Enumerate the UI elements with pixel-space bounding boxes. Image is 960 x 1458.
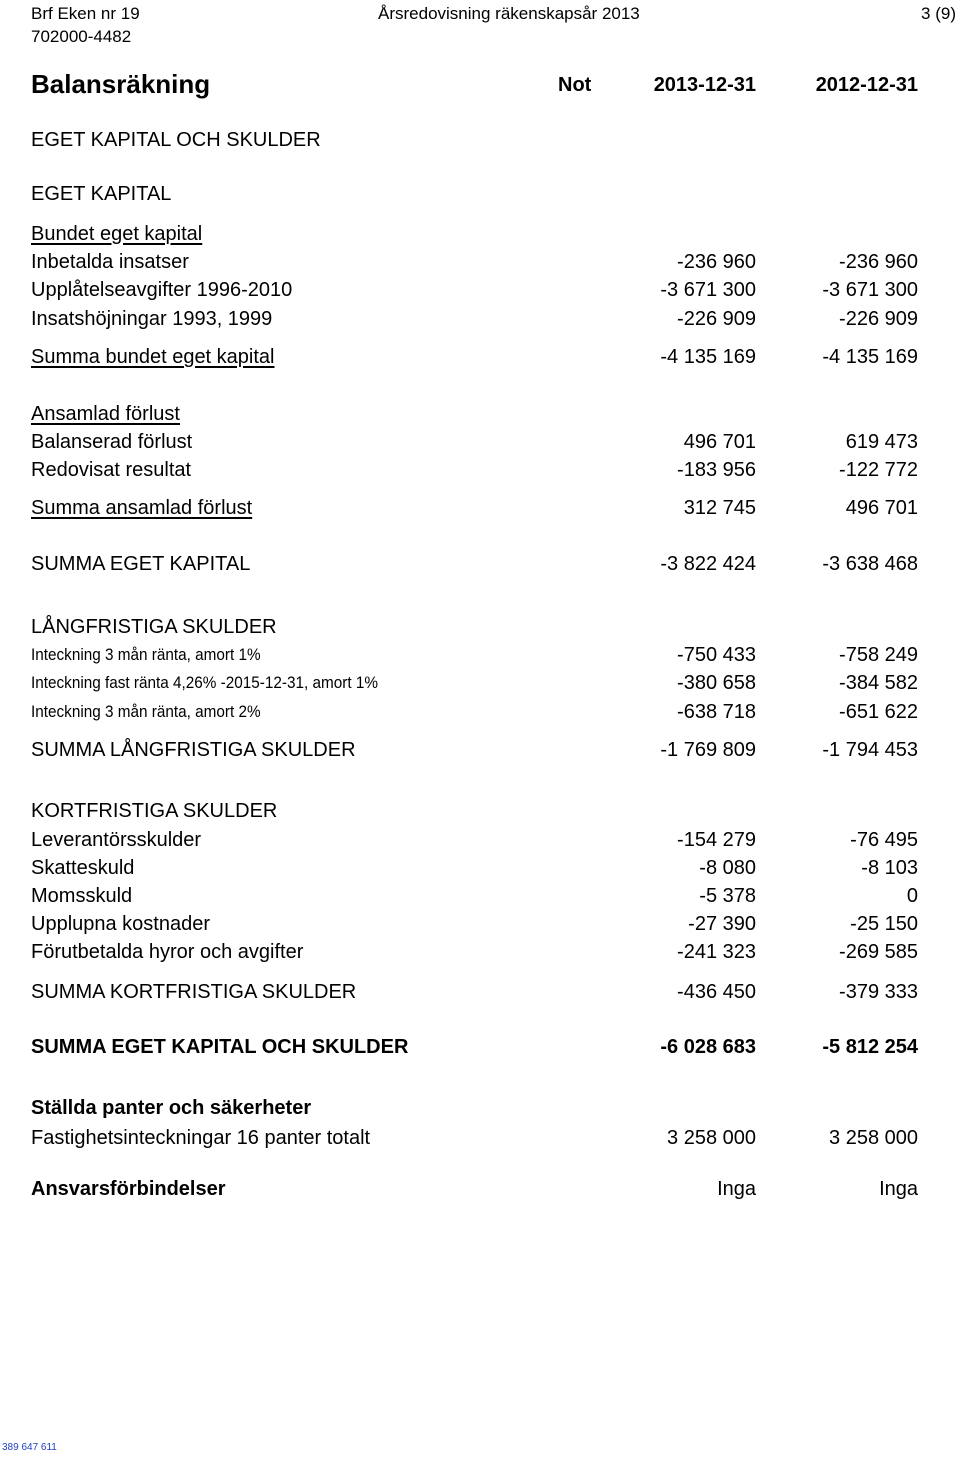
page-number: 3 (9) [921,4,956,23]
document-id: 389 647 611 [2,1442,57,1453]
row-value-2013: -8 080 [699,857,756,879]
row-label: KORTFRISTIGA SKULDER [31,800,278,822]
row-label: Fastighetsinteckningar 16 panter totalt [31,1127,371,1149]
balance-sheet-title: Balansräkning [31,69,211,99]
row-label: SUMMA LÅNGFRISTIGA SKULDER [31,739,356,761]
table-row [0,614,960,640]
row-value-2012: Inga [879,1178,918,1200]
table-row [0,277,960,303]
row-value-2013: -6 028 683 [660,1036,756,1058]
table-row [0,495,960,521]
row-value-2012: -5 812 254 [822,1036,918,1058]
table-row [0,939,960,965]
row-value-2013: Inga [717,1178,756,1200]
table-row [0,1034,960,1060]
row-value-2013: -5 378 [699,885,756,907]
row-label: Inteckning 3 mån ränta, amort 1% [31,645,261,664]
table-row [0,883,960,909]
row-label: Förutbetalda hyror och avgifter [31,941,304,963]
row-value-2013: -241 323 [677,941,756,963]
table-row [0,911,960,937]
row-value-2013: 312 745 [683,497,756,519]
row-value-2012: -236 960 [839,251,918,273]
table-row [0,551,960,577]
table-row [0,306,960,332]
table-row [0,670,960,696]
row-value-2012: -122 772 [839,459,918,481]
table-row [0,249,960,275]
org-name: Brf Eken nr 19 [31,4,140,23]
row-value-2013: -3 822 424 [660,553,756,575]
table-row [0,855,960,881]
row-value-2012: -269 585 [839,941,918,963]
report-title: Årsredovisning räkenskapsår 2013 [378,4,640,23]
row-label: EGET KAPITAL OCH SKULDER [31,129,321,151]
row-label: Inbetalda insatser [31,251,189,273]
row-label: Ansamlad förlust [31,403,180,425]
row-value-2012: -651 622 [839,701,918,723]
table-row [0,429,960,455]
row-value-2013: -436 450 [677,981,756,1003]
row-value-2012: 0 [906,885,918,907]
row-value-2012: -226 909 [839,308,918,330]
row-value-2012: -3 671 300 [822,279,918,301]
table-row [0,401,960,427]
row-label: Upplåtelseavgifter 1996-2010 [31,279,293,301]
row-value-2013: 496 701 [683,431,756,453]
table-row [0,1125,960,1151]
table-row [0,642,960,668]
row-value-2013: -226 909 [677,308,756,330]
row-value-2012: -4 135 169 [822,346,918,368]
table-row [0,1095,960,1121]
row-value-2013: -236 960 [677,251,756,273]
row-value-2013: -380 658 [677,672,756,694]
year2-column-header: 2012-12-31 [815,74,918,96]
row-value-2013: -3 671 300 [660,279,756,301]
row-label: Balanserad förlust [31,431,193,453]
table-row [0,221,960,247]
row-label: Upplupna kostnader [31,913,211,935]
row-value-2012: -3 638 468 [822,553,918,575]
row-value-2012: -8 103 [861,857,918,879]
table-row [0,127,960,153]
row-label: Summa ansamlad förlust [31,497,253,519]
row-value-2013: -154 279 [677,829,756,851]
row-label: Inteckning 3 mån ränta, amort 2% [31,702,261,721]
table-row [0,737,960,763]
note-column-header: Not [558,74,592,96]
row-value-2012: 3 258 000 [829,1127,918,1149]
row-label: EGET KAPITAL [31,183,172,205]
table-row [0,827,960,853]
row-value-2012: -758 249 [839,644,918,666]
row-label: Ställda panter och säkerheter [31,1097,312,1119]
table-row [0,344,960,370]
row-label: LÅNGFRISTIGA SKULDER [31,616,277,638]
row-label: Summa bundet eget kapital [31,346,275,368]
table-row [0,699,960,725]
table-row [0,979,960,1005]
row-label: Bundet eget kapital [31,223,203,245]
table-row [0,1176,960,1202]
row-value-2013: -638 718 [677,701,756,723]
year1-column-header: 2013-12-31 [653,74,756,96]
row-label: Inteckning fast ränta 4,26% -2015-12-31, amort 1% [31,673,379,692]
row-value-2012: 619 473 [845,431,918,453]
row-label: Ansvarsförbindelser [31,1178,226,1200]
row-label: Momsskuld [31,885,133,907]
row-value-2012: -379 333 [839,981,918,1003]
row-label: Redovisat resultat [31,459,192,481]
org-number: 702000-4482 [31,27,132,46]
table-row [0,798,960,824]
row-value-2012: 496 701 [845,497,918,519]
row-value-2013: -183 956 [677,459,756,481]
row-value-2013: -750 433 [677,644,756,666]
row-label: Leverantörsskulder [31,829,202,851]
row-label: Insatshöjningar 1993, 1999 [31,308,273,330]
row-value-2012: -25 150 [850,913,918,935]
row-value-2012: -384 582 [839,672,918,694]
row-label: SUMMA KORTFRISTIGA SKULDER [31,981,357,1003]
row-value-2013: -4 135 169 [660,346,756,368]
row-value-2012: -76 495 [850,829,918,851]
row-label: SUMMA EGET KAPITAL [31,553,251,575]
row-value-2013: -1 769 809 [660,739,756,761]
table-row [0,181,960,207]
row-value-2012: -1 794 453 [822,739,918,761]
row-label: SUMMA EGET KAPITAL OCH SKULDER [31,1036,409,1058]
row-value-2013: -27 390 [688,913,756,935]
row-value-2013: 3 258 000 [667,1127,756,1149]
table-row [0,457,960,483]
row-label: Skatteskuld [31,857,135,879]
